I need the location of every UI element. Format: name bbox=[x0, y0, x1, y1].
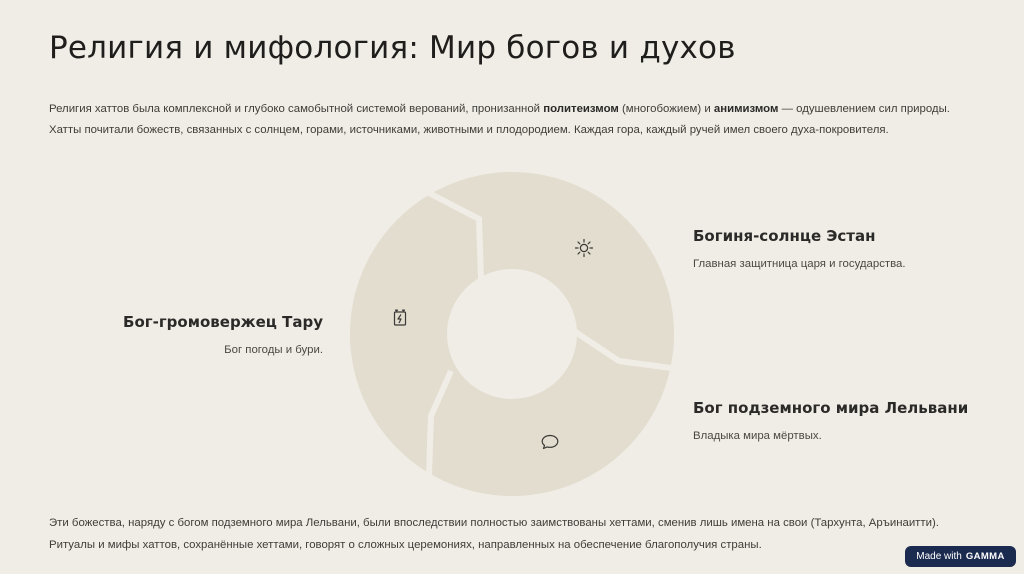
intro-line-1: Религия хаттов была комплексной и глубоко самобытной системой верований, пронизанной политеизмом (многобожием) и анимизмом — одушевлением сил природы. bbox=[49, 103, 950, 115]
outro-text bbox=[49, 513, 969, 556]
underworld-god-desc: Владыка мира мёртвых. bbox=[693, 430, 822, 442]
speech-bubble-icon bbox=[540, 432, 560, 452]
underworld-god-title: Бог подземного мира Лельвани bbox=[693, 399, 969, 417]
cycle-ring bbox=[349, 171, 675, 497]
polytheism-term: политеизмом bbox=[543, 103, 619, 115]
sun-icon bbox=[574, 238, 594, 258]
cycle-segments bbox=[350, 172, 674, 496]
intro-line-2: Хатты почитали божеств, связанных с солнцем, горами, источниками, животными и плодородием. Каждая гора, каждый ручей имел своего духа-покровителя. bbox=[49, 124, 889, 136]
battery-bolt-icon bbox=[390, 307, 410, 327]
outro-line-2: Ритуалы и мифы хаттов, сохранённые хеттами, говорят о сложных церемониях, направленных на обеспечение благополучия страны. bbox=[49, 538, 762, 551]
cycle-diagram bbox=[349, 171, 675, 497]
badge-prefix: Made with bbox=[916, 551, 962, 562]
intro-text bbox=[49, 99, 979, 141]
sun-goddess-title: Богиня-солнце Эстан bbox=[693, 227, 876, 245]
outro-line-1: Эти божества, наряду с богом подземного мира Лельвани, были впоследствии полностью заимствованы хеттами, сменив лишь имена на свои (Тархунта, Аръинаитти). bbox=[49, 517, 939, 529]
animism-term: анимизмом bbox=[713, 103, 779, 115]
sun-goddess-desc: Главная защитница царя и государства. bbox=[693, 258, 906, 270]
thunder-god-title: Бог-громовержец Тару bbox=[123, 313, 323, 331]
made-with-gamma-badge[interactable] bbox=[905, 546, 1016, 567]
thunder-god-desc: Бог погоды и бури. bbox=[224, 344, 323, 356]
page-title: Религия и мифология: Мир богов и духов bbox=[49, 30, 736, 66]
gamma-logo: GAMMA bbox=[965, 551, 1005, 562]
